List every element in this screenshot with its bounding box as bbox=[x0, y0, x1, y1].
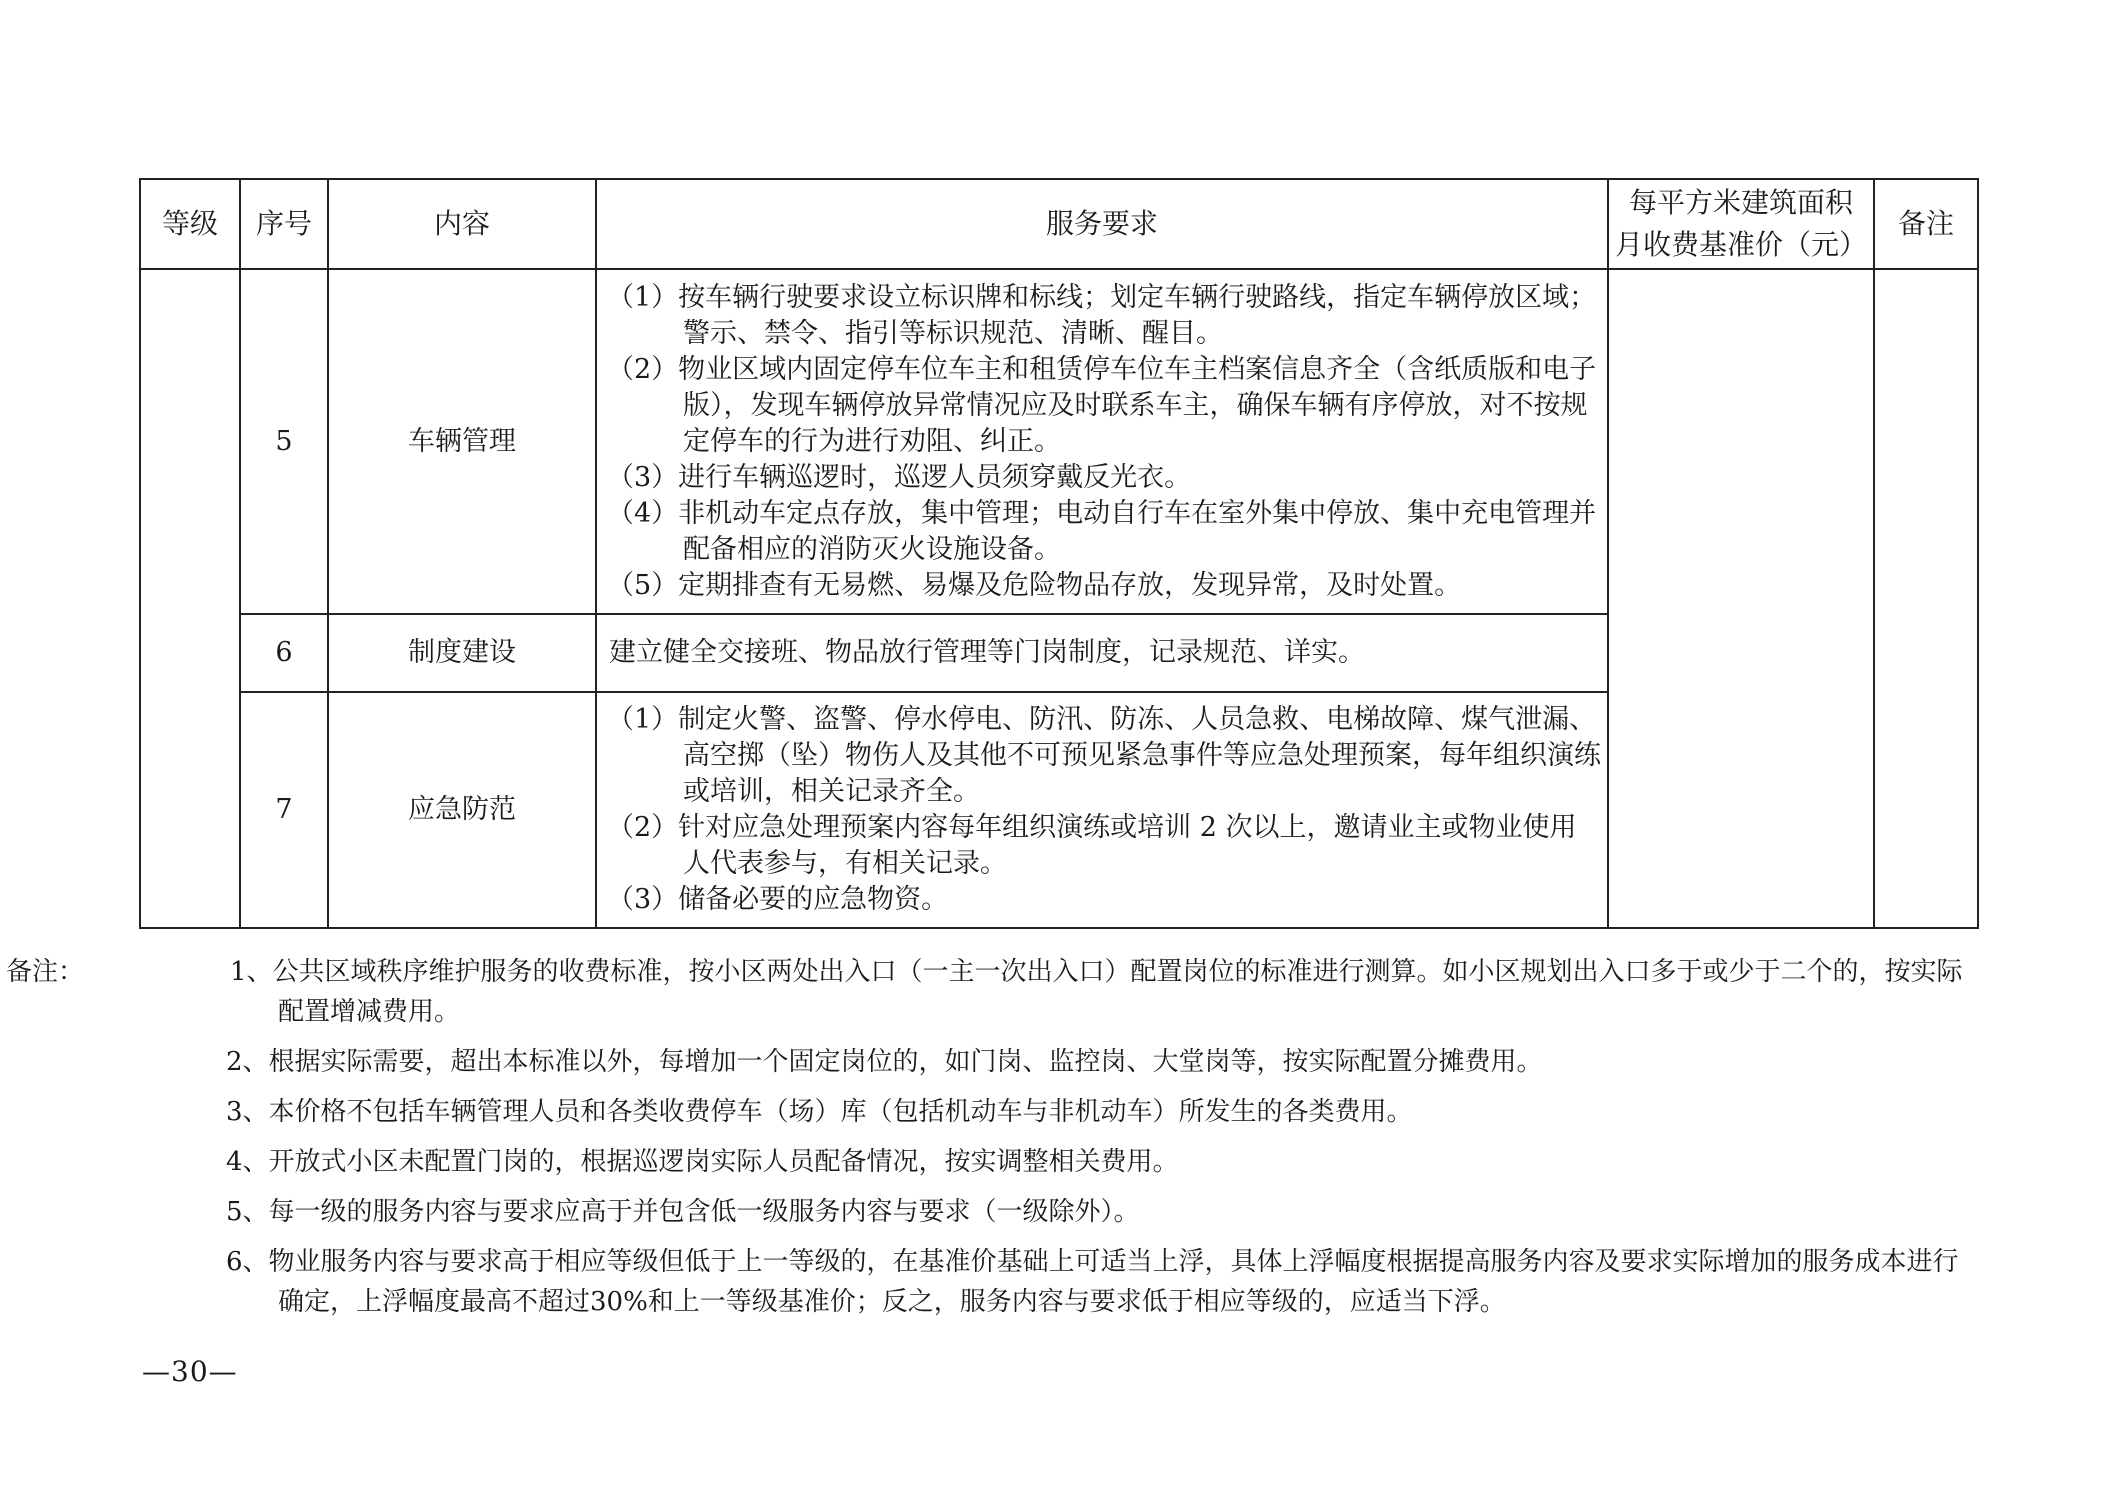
notes-lead: 备注： bbox=[6, 957, 85, 987]
content-cell: 车辆管理 bbox=[328, 269, 596, 614]
requirement-item: （1）制定火警、盗警、停水停电、防汛、防冻、人员急救、电梯故障、煤气泄漏、高空掷（坠）物伤人及其他不可预见紧急事件等应急处理预案，每年组织演练或培训，相关记录齐全。 bbox=[607, 704, 1601, 807]
header-price bbox=[1608, 179, 1874, 269]
requirement-item: （3）进行车辆巡逻时，巡逻人员须穿戴反光衣。 bbox=[607, 461, 1192, 493]
remark-cell bbox=[1874, 269, 1978, 928]
seq-cell: 5 bbox=[240, 269, 328, 614]
level-cell bbox=[140, 269, 240, 928]
header-level: 等级 bbox=[140, 179, 240, 269]
requirement-item: （2）针对应急处理预案内容每年组织演练或培训 2 次以上，邀请业主或物业使用人代表参与，有相关记录。 bbox=[607, 812, 1577, 879]
note-item: 5、每一级的服务内容与要求应高于并包含低一级服务内容与要求（一级除外）。 bbox=[226, 1197, 1140, 1227]
requirement-item: （5）定期排查有无易燃、易爆及危险物品存放，发现异常，及时处置。 bbox=[607, 569, 1462, 601]
requirement-cell bbox=[596, 269, 1608, 614]
note-item: 6、物业服务内容与要求高于相应等级但低于上一等级的，在基准价基础上可适当上浮，具体上浮幅度根据提高服务内容及要求实际增加的服务成本进行确定，上浮幅度最高不超过30%和上一等级基准价；反之，服务内容与要求低于相应等级的，应适当下浮。 bbox=[226, 1247, 1959, 1317]
note-item: 4、开放式小区未配置门岗的，根据巡逻岗实际人员配备情况，按实调整相关费用。 bbox=[226, 1147, 1179, 1177]
requirement-item: （3）储备必要的应急物资。 bbox=[607, 884, 949, 915]
requirement-item: 建立健全交接班、物品放行管理等门岗制度，记录规范、详实。 bbox=[609, 637, 1365, 668]
requirement-cell bbox=[596, 614, 1608, 692]
seq-cell: 6 bbox=[240, 614, 328, 692]
table-row bbox=[140, 269, 1978, 614]
header-price-line1: 每平方米建筑面积 bbox=[1628, 186, 1853, 219]
header-remark: 备注 bbox=[1874, 179, 1978, 269]
price-cell bbox=[1608, 269, 1874, 928]
header-seq: 序号 bbox=[240, 179, 328, 269]
content-cell: 制度建设 bbox=[328, 614, 596, 692]
requirement-item: （1）按车辆行驶要求设立标识牌和标线；划定车辆行驶路线，指定车辆停放区域；警示、禁令、指引等标识规范、清晰、醒目。 bbox=[607, 281, 1597, 349]
table-header-row bbox=[140, 179, 1978, 269]
seq-cell: 7 bbox=[240, 692, 328, 928]
service-standard-table bbox=[139, 178, 1979, 929]
content-cell: 应急防范 bbox=[328, 692, 596, 928]
page-number: —30— bbox=[142, 1355, 238, 1388]
requirement-item: （4）非机动车定点存放，集中管理；电动自行车在室外集中停放、集中充电管理并配备相应的消防灭火设施设备。 bbox=[607, 497, 1597, 565]
note-item: 2、根据实际需要，超出本标准以外，每增加一个固定岗位的，如门岗、监控岗、大堂岗等，按实际配置分摊费用。 bbox=[226, 1047, 1543, 1077]
note-item bbox=[6, 952, 1982, 1032]
notes-section bbox=[6, 952, 1982, 1332]
requirement-cell bbox=[596, 692, 1608, 928]
note-item: 3、本价格不包括车辆管理人员和各类收费停车（场）库（包括机动车与非机动车）所发生的各类费用。 bbox=[226, 1097, 1413, 1127]
note-text: 1、公共区域秩序维护服务的收费标准，按小区两处出入口（一主一次出入口）配置岗位的标准进行测算。如小区规划出入口多于或少于二个的，按实际配置增减费用。 bbox=[230, 957, 1963, 1027]
header-price-line2: 月收费基准价（元） bbox=[1614, 228, 1867, 261]
header-requirement: 服务要求 bbox=[596, 179, 1608, 269]
requirement-item: （2）物业区域内固定停车位车主和租赁停车位车主档案信息齐全（含纸质版和电子版），发现车辆停放异常情况应及时联系车主，确保车辆有序停放，对不按规定停车的行为进行劝阻、纠正。 bbox=[607, 353, 1597, 457]
header-content: 内容 bbox=[328, 179, 596, 269]
